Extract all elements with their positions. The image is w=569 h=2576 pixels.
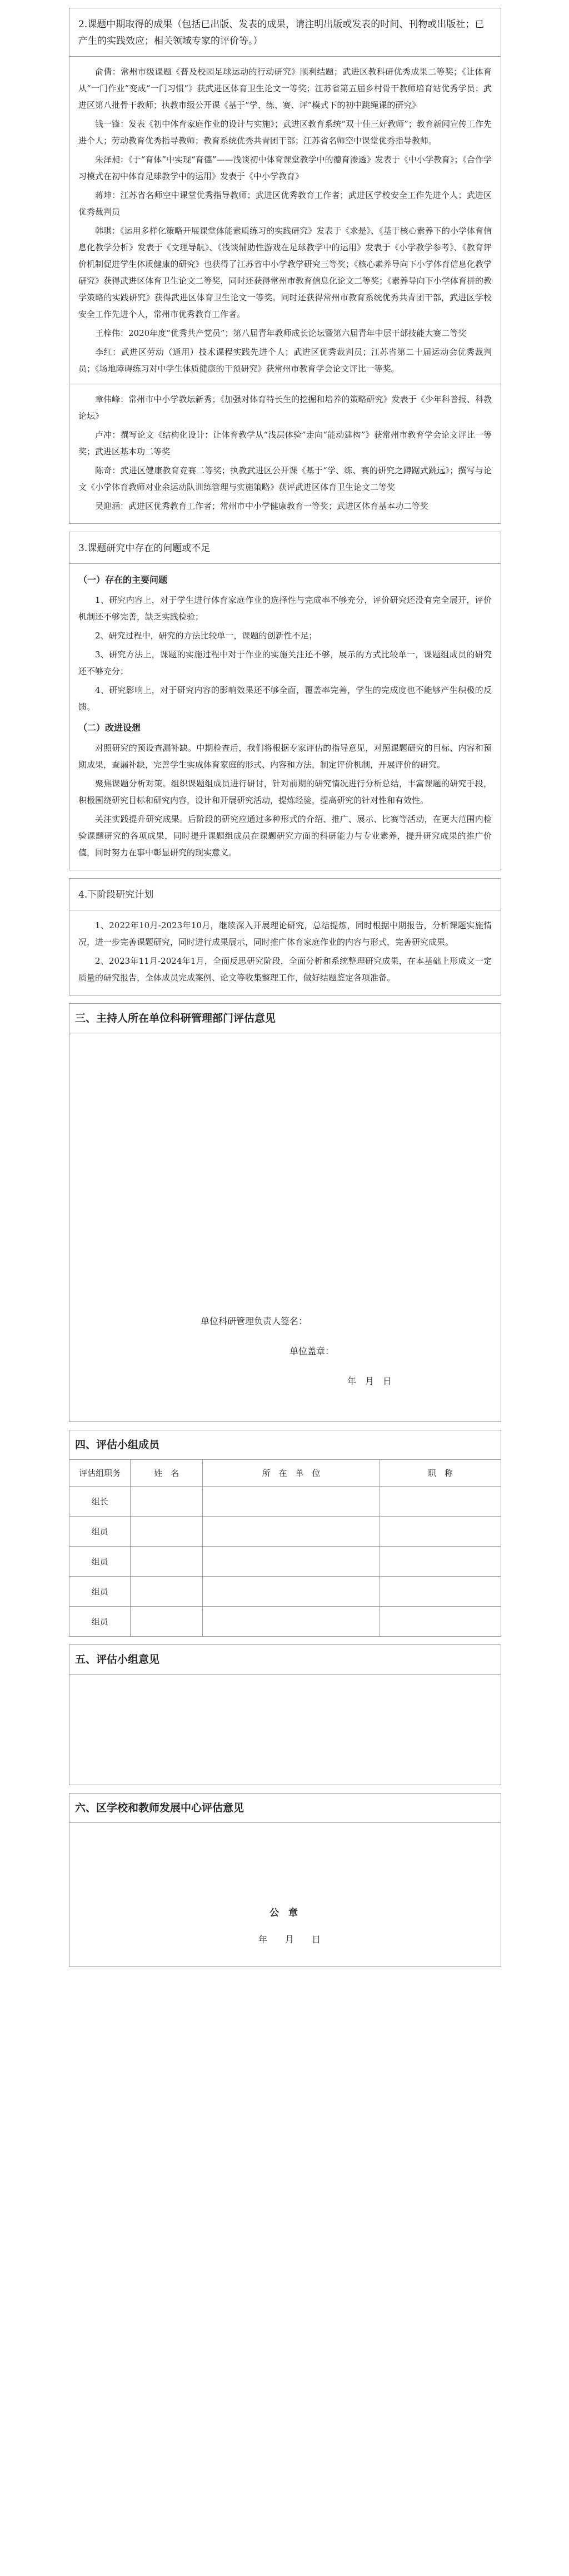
members-table	[69, 1459, 501, 1637]
improvement-item: 聚焦课题分析对策。组织课题组成员进行研讨，针对前期的研究情况进行分析总结，丰富课题的研究手段，积极围绕研究目标和研究内容，设计和开展研究活动，提炼经验，提高研究的针对性和有效性。	[78, 779, 492, 805]
role-cell: 组员	[69, 1577, 131, 1607]
title-cell[interactable]	[380, 1577, 501, 1607]
section4-box	[69, 878, 501, 995]
problem-item: 2、研究过程中，研究的方法比较单一，课题的创新性不足；	[95, 631, 317, 641]
achievement-paragraph: 朱泽昶：《于“育体”中实现“育德”——浅谈初中体育课堂教学中的德育渗透》发表于《中小学教育》；《合作学习模式在初中体育足球教学中的运用》发表于《中小学教育》	[78, 155, 492, 181]
improvement-item: 关注实践提升研究成果。后阶段的研究应通过多种形式的介绍、推广、展示、比赛等活动，在更大范围内检验课题研究的各项成果，同时提升课题组成员在课题研究方面的科研能力与专业素养，提升研究成果的推广价值，同时努力在事中彰显研究的现实意义。	[78, 814, 492, 858]
name-cell[interactable]	[131, 1517, 203, 1547]
problem-item: 3、研究方法上，课题的实施过程中对于作业的实施关注还不够，展示的方式比较单一，课题组成员的研究还不够充分；	[78, 650, 492, 676]
section2-title: 2.课题中期取得的成果（包括已出版、发表的成果，请注明出版或发表的时间、刊物或出版社；已产生的实践效应；相关领域专家的评价等。）	[78, 19, 485, 47]
unit-cell[interactable]	[203, 1607, 380, 1637]
report-page	[69, 0, 501, 1967]
header-role: 评估组职务	[69, 1460, 131, 1487]
improvement-item: 对照研究的预设查漏补缺。中期检查后，我们将根据专家评估的指导意见，对照课题研究的目标、内容和预期成果，查漏补缺，完善学生实成体育家庭的形式、内容和方法，制定评价机制，开展评价的研究。	[78, 743, 492, 770]
table-row	[69, 1577, 501, 1607]
section2-divider	[69, 56, 501, 57]
plan-item: 2、2023年11月-2024年1月，全面反思研究阶段，全面分析和系统整理研究成果，在本基础上形成文一定质量的研究报告，全体成员完成案例、论文等收集整理工作，做好结题鉴定各项准备。	[78, 956, 492, 983]
role-cell: 组员	[69, 1607, 131, 1637]
section2-box	[69, 8, 501, 524]
part5-block	[69, 1644, 501, 1785]
part5-title: 五、评估小组意见	[69, 1644, 501, 1674]
unit-cell[interactable]	[203, 1577, 380, 1607]
name-cell[interactable]	[131, 1577, 203, 1607]
part3-date: 年 月 日	[347, 1376, 392, 1386]
achievement-paragraph: 吴迎涵：武进区优秀教育工作者；常州市中小学健康教育一等奖；武进区体育基本功二等奖	[95, 501, 429, 511]
part3-opinion-area	[69, 1033, 501, 1422]
part3-title: 三、主持人所在单位科研管理部门评估意见	[69, 1003, 501, 1033]
achievement-paragraph: 李红：武进区劳动（通用）技术课程实践先进个人；武进区优秀裁判员；江苏省第二十届运动会优秀裁判员；《场地障碍练习对中学生体质健康的干预研究》获常州市教育学会论文评比一等奖。	[78, 347, 492, 374]
problem-item: 1、研究内容上，对于学生进行体育家庭作业的选择性与完成率不够充分，评价研究还没有完全展开，评价机制还不够完善，缺乏实践检验；	[78, 595, 492, 622]
title-cell[interactable]	[380, 1487, 501, 1517]
improvements-heading: （二）改进设想	[78, 722, 141, 733]
problem-item: 4、研究影响上，对于研究内容的影响效果还不够全面，覆盖率完善，学生的完成度也不能够产生积极的反馈。	[78, 685, 492, 712]
role-cell: 组员	[69, 1547, 131, 1577]
name-cell[interactable]	[131, 1607, 203, 1637]
signer-label: 单位科研管理负责人签名：	[201, 1316, 308, 1326]
achievement-paragraph: 韩琪：《运用多样化策略开展课堂体能素质练习的实践研究》发表于《求是》、《基于核心素养下的小学体育信息化教学分析》发表于《文理导航》、《浅谈辅助性游戏在足球教学中的运用》发表于《小学教学参考》、《教育评价机制促进学生体质健康的研究》也获得了江苏省中小学教学研究三等奖；《核心素养导向下小学体育信息化教学研究》获得武进区体育卫生论文二等奖，同时还获得常州市教育信息化论文二等奖；《素养导向下小学体育拼的教学策略的实践研究》获得武进区体育卫生论文一等奖。同时还获得常州市教育系统优秀共青团干部，武进区学校安全工作先进个人，常州市优秀教育工作者。	[78, 226, 492, 319]
title-cell[interactable]	[380, 1607, 501, 1637]
part6-opinion-area	[69, 1822, 501, 1967]
part6-title: 六、区学校和教师发展中心评估意见	[69, 1793, 501, 1822]
part6-date: 年 月 日	[258, 1934, 321, 1945]
achievement-paragraph: 王梓伟：2020年度“优秀共产党员”；第八届青年教师成长论坛暨第六届青年中层干部技能大赛二等奖	[95, 328, 467, 338]
title-cell[interactable]	[380, 1547, 501, 1577]
title-cell[interactable]	[380, 1517, 501, 1547]
section4-title: 4.下阶段研究计划	[78, 889, 154, 900]
part4-block	[69, 1430, 501, 1637]
table-row	[69, 1487, 501, 1517]
header-unit: 所 在 单 位	[203, 1460, 380, 1487]
table-row	[69, 1517, 501, 1547]
role-cell: 组长	[69, 1487, 131, 1517]
unit-cell[interactable]	[203, 1487, 380, 1517]
members-header-row	[69, 1460, 501, 1487]
achievement-paragraph: 章伟峰：常州市中小学教坛新秀；《加强对体育特长生的挖掘和培养的策略研究》发表于《少年科普报、科教论坛》	[78, 394, 492, 421]
seal-label: 单位盖章：	[290, 1346, 335, 1356]
unit-cell[interactable]	[203, 1517, 380, 1547]
achievement-paragraph: 陈奇：武进区健康教育竞赛二等奖；执教武进区公开课《基于“学、练、赛的研究之蹲踞式跳远》；撰写与论文《小学体育教师对业余运动队训练管理与实施策略》获评武进区体育卫生论文二等奖	[78, 465, 492, 492]
table-row	[69, 1607, 501, 1637]
name-cell[interactable]	[131, 1547, 203, 1577]
official-seal-label: 公 章	[269, 1908, 298, 1919]
header-name: 姓 名	[131, 1460, 203, 1487]
achievement-paragraph: 蒋坤：江苏省名师空中课堂优秀指导教师；武进区优秀教育工作者；武进区学校安全工作先进个人；武进区优秀裁判员	[78, 190, 492, 217]
section2-list	[78, 63, 492, 514]
part3-block	[69, 1003, 501, 1422]
plan-item: 1、2022年10月-2023年10月，继续深入开展理论研究，总结提炼，同时根据中期报告，分析课题实施情况，进一步完善课题研究，同时进行成果展示，同时推广体育家庭作业的内容与形式，完善研究成果。	[78, 920, 492, 947]
achievement-paragraph: 钱一锋：发表《初中体育家庭作业的设计与实施》；武进区教育系统“双十佳三好教师”；教育新闻宣传工作先进个人；劳动教育优秀指导教师；教育系统优秀共青团干部；江苏省名师空中课堂优秀指导教师。	[78, 119, 492, 146]
section3-box	[69, 532, 501, 870]
header-title: 职 称	[380, 1460, 501, 1487]
unit-cell[interactable]	[203, 1547, 380, 1577]
section3-title: 3.课题研究中存在的问题或不足	[78, 543, 211, 554]
role-cell: 组员	[69, 1517, 131, 1547]
section3-divider	[69, 563, 501, 564]
problems-heading: （一）存在的主要问题	[78, 574, 168, 585]
part5-opinion-area[interactable]	[69, 1674, 501, 1785]
table-row	[69, 1547, 501, 1577]
achievement-paragraph: 卢冲：撰写论文《结构化设计：让体育教学从“浅层体验”走向“能动建构”》获常州市教育学会论文评比一等奖；武进区基本功二等奖	[78, 430, 492, 457]
achievement-paragraph: 俞倩：常州市级课题《普及校园足球运动的行动研究》顺利结题；武进区教科研优秀成果二等奖；《让体育从“一门作业”变成“一门习惯”》获武进区体育卫生论文一等奖；江苏省第五届乡村骨干教师培育站优秀学员；武进区第八批骨干教师；执教市级公开课《基于“学、练、赛、评”模式下的初中跳绳课的研究》	[78, 67, 492, 110]
name-cell[interactable]	[131, 1487, 203, 1517]
part6-block	[69, 1793, 501, 1967]
part4-title: 四、评估小组成员	[69, 1430, 501, 1459]
